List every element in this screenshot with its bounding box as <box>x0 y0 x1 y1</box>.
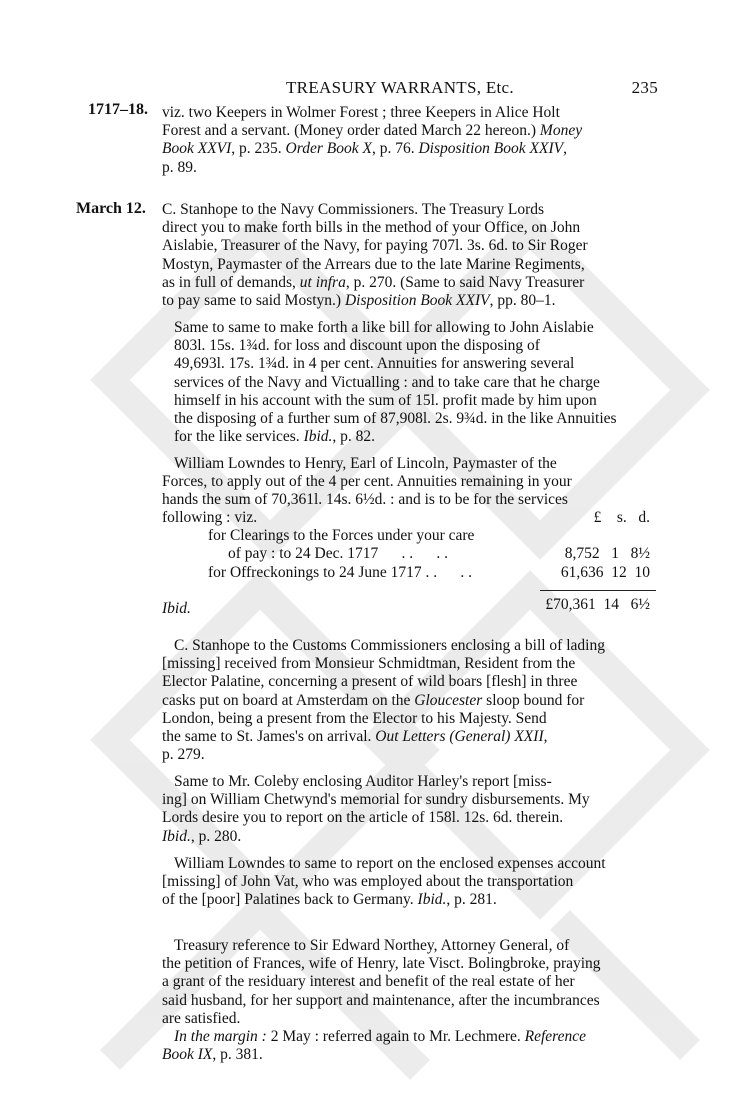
text-line: , <box>543 728 548 746</box>
text-italic: Ibid. <box>162 600 191 617</box>
text-line: , pp. 80–1. <box>489 292 556 310</box>
text-italic: Out Letters (General) XXII <box>375 728 544 746</box>
text-italic: Ibid. <box>162 827 191 845</box>
text-line: 49,693l. 17s. 1¾d. in 4 per cent. Annuities for answering several <box>174 355 575 373</box>
text-line: the disposing of a further sum of 87,908l. 2s. 9¾d. in the like Annuities <box>174 410 617 428</box>
text-italic: Book XXVI <box>162 140 232 158</box>
text-italic: Disposition Book XXIV <box>418 140 564 158</box>
text-line: the petition of Frances, wife of Henry, late Visct. Bolingbroke, praying <box>162 955 601 973</box>
text-line: , p. 76. <box>371 140 419 158</box>
text-line: Same to same to make forth a like bill for allowing to John Aislabie <box>174 319 594 336</box>
text-line: Same to Mr. Coleby enclosing Auditor Harley's report [miss- <box>174 773 552 790</box>
text-line: Forest and a servant. (Money order dated March 22 hereon.) <box>162 122 540 140</box>
text-line: p. 89. <box>162 158 197 176</box>
text-line: Lords desire you to report on the article of 158l. 12s. 6d. therein. <box>162 809 564 827</box>
text-line: London, being a present from the Elector to his Majesty. Send <box>162 709 547 727</box>
text-italic: Money <box>539 122 583 140</box>
text-line: following : viz. <box>162 509 258 526</box>
table-row-amount: 61,636 12 10 <box>560 563 650 581</box>
text-line: [missing] received from Monsieur Schmidtman, Resident from the <box>162 655 576 673</box>
text-line: Elector Palatine, concerning a present of wild boars [flesh] in three <box>162 673 578 691</box>
text-line: as in full of demands, <box>162 273 300 291</box>
table-row-amount: 8,752 1 8½ <box>564 545 650 563</box>
text-line: a grant of the residuary interest and benefit of the real estate of her <box>162 973 575 991</box>
currency-header: £ s. d. <box>593 509 650 526</box>
text-italic: In the margin : <box>174 1028 267 1046</box>
text-line: , p. 280. <box>190 827 242 845</box>
text-line: C. Stanhope to the Navy Commissioners. The Treasury Lords <box>162 201 545 218</box>
text-line: ing] on William Chetwynd's memorial for sundry disbursements. My <box>162 791 590 809</box>
text-line: , p. 381. <box>212 1046 263 1064</box>
text-line: said husband, for her support and maintenance, after the incumbrances <box>162 991 600 1009</box>
text-line: Aislabie, Treasurer of the Navy, for paying 707l. 3s. 6d. to Sir Roger <box>162 237 588 255</box>
text-line: of the [poor] Palatines back to Germany. <box>162 891 418 909</box>
entry-aislabie-bill <box>162 319 656 446</box>
text-line: Treasury reference to Sir Edward Northey, Attorney General, of <box>174 937 570 954</box>
text-line: , <box>563 140 567 158</box>
text-italic: Book IX <box>162 1046 213 1064</box>
text-line: hands the sum of 70,361l. 14s. 6½d. : and is to be for the services <box>162 491 568 509</box>
margin-year: 1717–18. <box>88 101 148 118</box>
entry-coleby <box>162 773 656 846</box>
entry-wolmer-forest <box>162 104 656 177</box>
sum-rule <box>540 590 656 591</box>
entry-customs-boars <box>162 637 656 764</box>
entry-lowndes-lincoln <box>162 455 656 510</box>
text-line: to pay same to said Mostyn.) <box>162 292 345 310</box>
margin-date: March 12. <box>76 200 146 217</box>
page-number: 235 <box>631 78 658 97</box>
text-line: , p. 281. <box>446 891 497 909</box>
text-line: Forces, to apply out of the 4 per cent. Annuities remaining in your <box>162 473 572 491</box>
text-line: C. Stanhope to the Customs Commissioners enclosing a bill of lading <box>174 637 605 654</box>
entry-navy-commissioners <box>162 201 656 310</box>
table-total: £70,361 14 6½ <box>545 595 650 613</box>
text-line: 803l. 15s. 1¾d. for loss and discount upon the disposing of <box>174 337 540 355</box>
text-line: for the like services. <box>174 428 304 446</box>
running-head-title: TREASURY WARRANTS, Etc. <box>286 78 514 97</box>
text-line: the same to St. James's on arrival. <box>162 728 376 746</box>
text-line: William Lowndes to same to report on the enclosed expenses account <box>174 855 606 872</box>
text-line: services of the Navy and Victualling : and to take care that he charge <box>174 373 600 391</box>
text-line: himself in his account with the sum of 15l. profit made by him upon <box>174 391 597 409</box>
text-line: [missing] of John Vat, who was employed about the transportation <box>162 873 574 891</box>
text-italic: Ibid. <box>303 428 333 446</box>
text-italic: Gloucester <box>414 691 483 709</box>
payment-table <box>162 509 656 614</box>
table-row-label: of pay : to 24 Dec. 1717 . . . . <box>228 545 448 563</box>
text-line: , p. 82. <box>332 428 376 446</box>
text-line: , p. 235. <box>231 140 286 158</box>
entry-vat <box>162 855 656 910</box>
entry-northey-reference <box>162 937 656 1064</box>
text-line: , p. 270. (Same to said Navy Treasurer <box>345 273 585 291</box>
text-line: direct you to make forth bills in the method of your Office, on John <box>162 219 581 237</box>
text-line: viz. two Keepers in Wolmer Forest ; three Keepers in Alice Holt <box>162 104 560 121</box>
text-italic: Disposition Book XXIV <box>344 292 490 310</box>
text-line: Mostyn, Paymaster of the Arrears due to the late Marine Regiments, <box>162 255 585 273</box>
text-line: 2 May : referred again to Mr. Lechmere. <box>266 1028 525 1046</box>
text-line: are satisfied. <box>162 1009 241 1027</box>
text-line: casks put on board at Amsterdam on the <box>162 691 415 709</box>
table-row-label: for Offreckonings to 24 June 1717 . . . . <box>208 563 473 581</box>
text-line: p. 279. <box>162 746 205 764</box>
text-italic: Reference <box>524 1028 587 1046</box>
text-line: William Lowndes to Henry, Earl of Lincoln, Paymaster of the <box>174 455 557 472</box>
text-italic: Order Book X <box>285 140 372 158</box>
text-line: sloop bound for <box>482 691 585 709</box>
table-row-label: for Clearings to the Forces under your care <box>208 527 475 545</box>
text-italic: ut infra <box>299 273 346 291</box>
ibid-ref <box>162 600 191 618</box>
text-italic: Ibid. <box>417 891 447 909</box>
